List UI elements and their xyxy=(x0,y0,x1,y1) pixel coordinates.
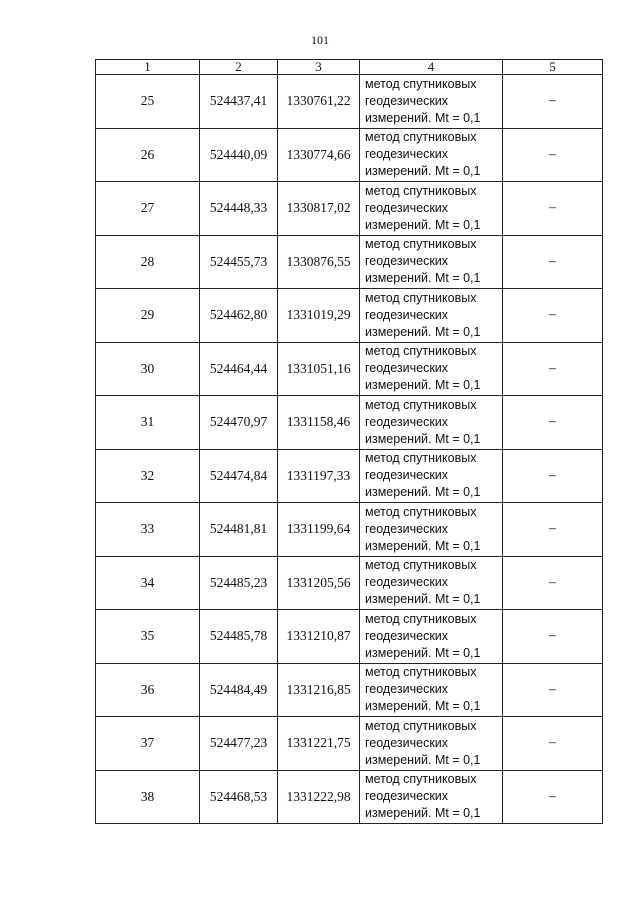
table-row xyxy=(96,610,603,664)
method-cell xyxy=(360,289,503,343)
note-cell: – xyxy=(503,128,603,182)
method-cell xyxy=(360,717,503,771)
method-line: геодезических xyxy=(365,93,449,108)
method-line: измерений. Mt = 0,1 xyxy=(365,485,481,500)
x-coordinate-cell: 524468,53 xyxy=(200,770,278,824)
x-coordinate-cell: 524481,81 xyxy=(200,503,278,557)
note-cell: – xyxy=(503,396,603,450)
method-line: измерений. Mt = 0,1 xyxy=(365,378,481,393)
note-cell: – xyxy=(503,770,603,824)
method-cell xyxy=(360,235,503,289)
y-coordinate-cell: 1330876,55 xyxy=(278,235,360,289)
method-line: измерений. Mt = 0,1 xyxy=(365,271,481,286)
column-header-1: 1 xyxy=(96,60,200,75)
column-header-4: 4 xyxy=(360,60,503,75)
table-row xyxy=(96,182,603,236)
method-cell xyxy=(360,182,503,236)
y-coordinate-cell: 1331197,33 xyxy=(278,449,360,503)
note-cell: – xyxy=(503,503,603,557)
note-cell: – xyxy=(503,342,603,396)
table-row xyxy=(96,75,603,129)
x-coordinate-cell: 524440,09 xyxy=(200,128,278,182)
column-header-5: 5 xyxy=(503,60,603,75)
table-row xyxy=(96,342,603,396)
note-cell: – xyxy=(503,610,603,664)
table-body xyxy=(96,75,603,824)
x-coordinate-cell: 524455,73 xyxy=(200,235,278,289)
x-coordinate-cell: 524464,44 xyxy=(200,342,278,396)
method-line: геодезических xyxy=(365,200,449,215)
x-coordinate-cell: 524477,23 xyxy=(200,717,278,771)
table-row xyxy=(96,128,603,182)
method-line: измерений. Mt = 0,1 xyxy=(365,806,481,821)
x-coordinate-cell: 524485,78 xyxy=(200,610,278,664)
method-line: измерений. Mt = 0,1 xyxy=(365,217,481,232)
point-number-cell: 38 xyxy=(96,770,200,824)
point-number-cell: 25 xyxy=(96,75,200,129)
table-row xyxy=(96,770,603,824)
method-line: метод спутниковых xyxy=(365,397,477,412)
method-line: метод спутниковых xyxy=(365,611,477,626)
x-coordinate-cell: 524462,80 xyxy=(200,289,278,343)
column-header-3: 3 xyxy=(278,60,360,75)
y-coordinate-cell: 1331019,29 xyxy=(278,289,360,343)
method-line: метод спутниковых xyxy=(365,290,477,305)
note-cell: – xyxy=(503,182,603,236)
method-line: измерений. Mt = 0,1 xyxy=(365,645,481,660)
table-row xyxy=(96,449,603,503)
method-line: метод спутниковых xyxy=(365,772,477,787)
point-number-cell: 37 xyxy=(96,717,200,771)
method-cell xyxy=(360,556,503,610)
y-coordinate-cell: 1330774,66 xyxy=(278,128,360,182)
method-line: геодезических xyxy=(365,789,449,804)
method-line: геодезических xyxy=(365,254,449,269)
method-line: измерений. Mt = 0,1 xyxy=(365,752,481,767)
column-header-2: 2 xyxy=(200,60,278,75)
table-row xyxy=(96,396,603,450)
method-cell xyxy=(360,75,503,129)
table-row xyxy=(96,503,603,557)
page-number: 101 xyxy=(311,33,329,47)
table-row xyxy=(96,289,603,343)
method-line: геодезических xyxy=(365,468,449,483)
y-coordinate-cell: 1330817,02 xyxy=(278,182,360,236)
method-cell xyxy=(360,128,503,182)
method-line: метод спутниковых xyxy=(365,76,477,91)
method-line: метод спутниковых xyxy=(365,718,477,733)
method-line: измерений. Mt = 0,1 xyxy=(365,164,481,179)
point-number-cell: 29 xyxy=(96,289,200,343)
method-line: измерений. Mt = 0,1 xyxy=(365,592,481,607)
header-row xyxy=(96,60,603,75)
y-coordinate-cell: 1330761,22 xyxy=(278,75,360,129)
method-cell xyxy=(360,396,503,450)
table-row xyxy=(96,717,603,771)
method-cell xyxy=(360,610,503,664)
y-coordinate-cell: 1331051,16 xyxy=(278,342,360,396)
method-line: измерений. Mt = 0,1 xyxy=(365,699,481,714)
method-cell xyxy=(360,663,503,717)
table-row xyxy=(96,663,603,717)
method-cell xyxy=(360,342,503,396)
method-line: геодезических xyxy=(365,307,449,322)
method-line: геодезических xyxy=(365,361,449,376)
method-line: геодезических xyxy=(365,735,449,750)
y-coordinate-cell: 1331222,98 xyxy=(278,770,360,824)
method-line: измерений. Mt = 0,1 xyxy=(365,324,481,339)
method-line: метод спутниковых xyxy=(365,504,477,519)
x-coordinate-cell: 524448,33 xyxy=(200,182,278,236)
method-line: геодезических xyxy=(365,628,449,643)
method-line: метод спутниковых xyxy=(365,130,477,145)
method-line: измерений. Mt = 0,1 xyxy=(365,431,481,446)
note-cell: – xyxy=(503,75,603,129)
point-number-cell: 36 xyxy=(96,663,200,717)
x-coordinate-cell: 524474,84 xyxy=(200,449,278,503)
table-row xyxy=(96,556,603,610)
x-coordinate-cell: 524437,41 xyxy=(200,75,278,129)
note-cell: – xyxy=(503,717,603,771)
y-coordinate-cell: 1331205,56 xyxy=(278,556,360,610)
y-coordinate-cell: 1331221,75 xyxy=(278,717,360,771)
y-coordinate-cell: 1331210,87 xyxy=(278,610,360,664)
note-cell: – xyxy=(503,449,603,503)
point-number-cell: 32 xyxy=(96,449,200,503)
table-row xyxy=(96,235,603,289)
point-number-cell: 35 xyxy=(96,610,200,664)
method-line: геодезических xyxy=(365,575,449,590)
point-number-cell: 30 xyxy=(96,342,200,396)
point-number-cell: 28 xyxy=(96,235,200,289)
y-coordinate-cell: 1331216,85 xyxy=(278,663,360,717)
method-cell xyxy=(360,770,503,824)
method-line: метод спутниковых xyxy=(365,665,477,680)
method-line: метод спутниковых xyxy=(365,183,477,198)
x-coordinate-cell: 524470,97 xyxy=(200,396,278,450)
method-line: измерений. Mt = 0,1 xyxy=(365,110,481,125)
method-line: метод спутниковых xyxy=(365,344,477,359)
note-cell: – xyxy=(503,663,603,717)
method-line: метод спутниковых xyxy=(365,451,477,466)
note-cell: – xyxy=(503,289,603,343)
method-line: метод спутниковых xyxy=(365,237,477,252)
x-coordinate-cell: 524485,23 xyxy=(200,556,278,610)
point-number-cell: 34 xyxy=(96,556,200,610)
method-line: геодезических xyxy=(365,521,449,536)
point-number-cell: 27 xyxy=(96,182,200,236)
point-number-cell: 26 xyxy=(96,128,200,182)
note-cell: – xyxy=(503,556,603,610)
method-line: геодезических xyxy=(365,414,449,429)
method-cell xyxy=(360,503,503,557)
note-cell: – xyxy=(503,235,603,289)
point-number-cell: 31 xyxy=(96,396,200,450)
y-coordinate-cell: 1331199,64 xyxy=(278,503,360,557)
x-coordinate-cell: 524484,49 xyxy=(200,663,278,717)
method-line: метод спутниковых xyxy=(365,558,477,573)
method-line: геодезических xyxy=(365,682,449,697)
method-cell xyxy=(360,449,503,503)
method-line: геодезических xyxy=(365,147,449,162)
point-number-cell: 33 xyxy=(96,503,200,557)
method-line: измерений. Mt = 0,1 xyxy=(365,538,481,553)
coordinates-table xyxy=(95,59,603,824)
y-coordinate-cell: 1331158,46 xyxy=(278,396,360,450)
